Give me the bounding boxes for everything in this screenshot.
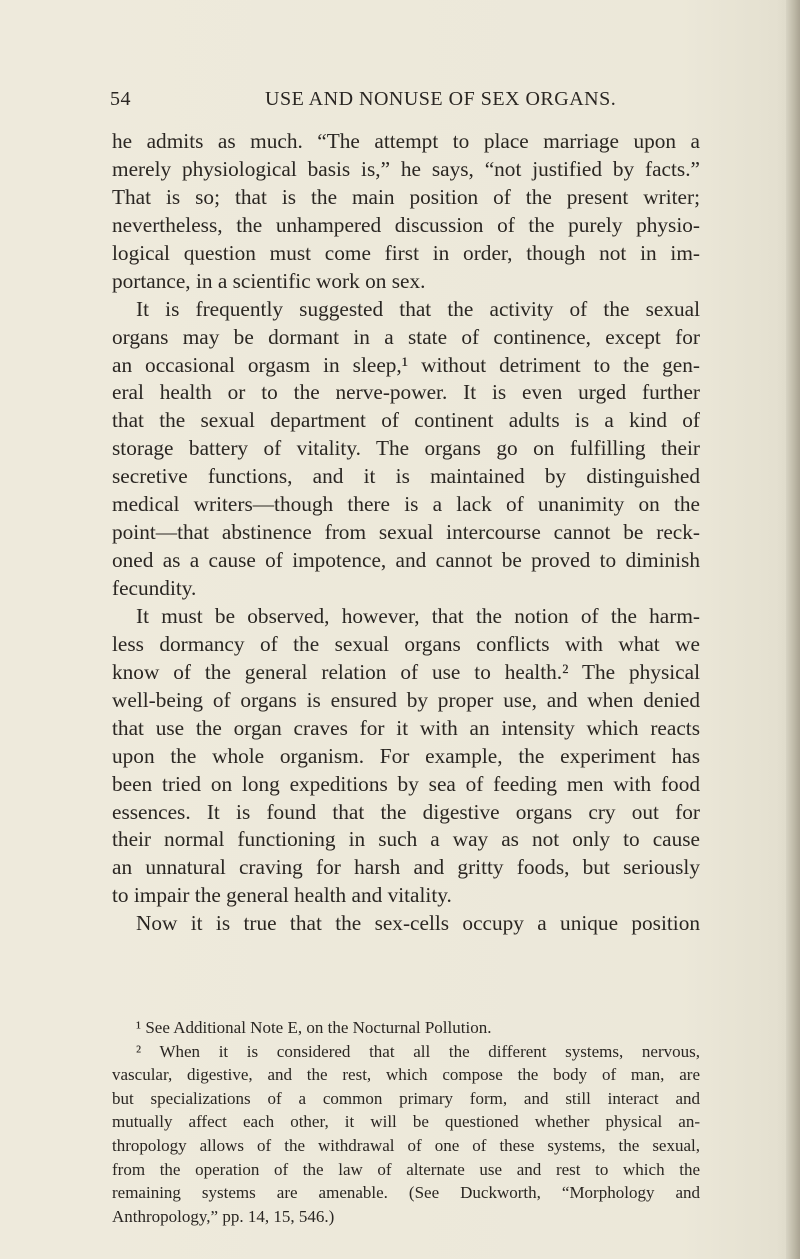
text-line: upon the whole organism. For example, the experiment has <box>112 743 700 768</box>
text-line: an occasional orgasm in sleep,¹ without detriment to the gen- <box>112 352 700 377</box>
text-line: oned as a cause of impotence, and cannot be proved to diminish <box>112 548 700 573</box>
text-line: portance, in a scientific work on sex. <box>112 268 426 293</box>
footnote-line: remaining systems are amenable. (See Duckworth, “Morphology and <box>112 1183 700 1203</box>
text-line: an unnatural craving for harsh and gritty foods, but seriously <box>112 855 700 880</box>
text-line: nevertheless, the unhampered discussion of the purely physio- <box>112 212 700 237</box>
text-line: well-being of organs is ensured by proper use, and when denied <box>112 687 700 712</box>
paragraph-start-line: It is frequently suggested that the activity of the sexual <box>136 296 700 321</box>
text-line: eral health or to the nerve-power. It is even urged further <box>112 380 700 405</box>
text-line: organs may be dormant in a state of continence, except for <box>112 324 700 349</box>
text-line: that the sexual department of continent adults is a kind of <box>112 408 700 433</box>
page-edge-shadow <box>786 0 800 1259</box>
text-line: secretive functions, and it is maintained by distinguished <box>112 464 700 489</box>
paragraph-start-line: It must be observed, however, that the notion of the harm- <box>136 603 700 628</box>
text-line: less dormancy of the sexual organs conflicts with what we <box>112 631 700 656</box>
text-line: he admits as much. “The attempt to place marriage upon a <box>112 129 700 153</box>
page-header <box>110 88 700 114</box>
footnote-line: from the operation of the law of alternate use and rest to which the <box>112 1159 700 1179</box>
footnote-line: thropology allows of the withdrawal of one of these systems, the sexual, <box>112 1135 700 1155</box>
page-number: 54 <box>110 88 131 110</box>
footnote-line: but specializations of a common primary form, and still interact and <box>112 1088 700 1108</box>
paragraph-start-line: Now it is true that the sex-cells occupy a unique position <box>136 911 700 936</box>
text-line: to impair the general health and vitality. <box>112 883 452 908</box>
text-line: point—that abstinence from sexual intercourse cannot be reck- <box>112 520 700 545</box>
footnote-line: Anthropology,” pp. 14, 15, 546.) <box>112 1206 335 1226</box>
text-line: their normal functioning in such a way as not only to cause <box>112 827 700 852</box>
text-line: logical question must come first in order, though not in im- <box>112 240 700 265</box>
running-title: USE AND NONUSE OF SEX ORGANS. <box>265 88 617 110</box>
footnote-2: ² When it is considered that all the different systems, nervous, <box>136 1041 700 1061</box>
footnotes <box>112 1016 700 1228</box>
footnote-line: vascular, digestive, and the rest, which compose the body of man, are <box>112 1065 700 1085</box>
body-text <box>112 128 700 938</box>
text-line: medical writers—though there is a lack of unanimity on the <box>112 492 700 517</box>
text-line: That is so; that is the main position of the present writer; <box>112 184 700 209</box>
footnote-1: ¹ See Additional Note E, on the Nocturnal Pollution. <box>136 1018 492 1037</box>
text-line: been tried on long expeditions by sea of feeding men with food <box>112 771 700 796</box>
text-line: fecundity. <box>112 576 197 600</box>
text-line: that use the organ craves for it with an intensity which reacts <box>112 715 700 740</box>
text-line: know of the general relation of use to health.² The physical <box>112 659 700 684</box>
text-line: storage battery of vitality. The organs go on fulfilling their <box>112 436 700 461</box>
text-line: merely physiological basis is,” he says, “not justified by facts.” <box>112 156 700 181</box>
text-line: essences. It is found that the digestive organs cry out for <box>112 799 700 824</box>
footnote-line: mutually affect each other, it will be questioned whether physical an- <box>112 1112 700 1132</box>
